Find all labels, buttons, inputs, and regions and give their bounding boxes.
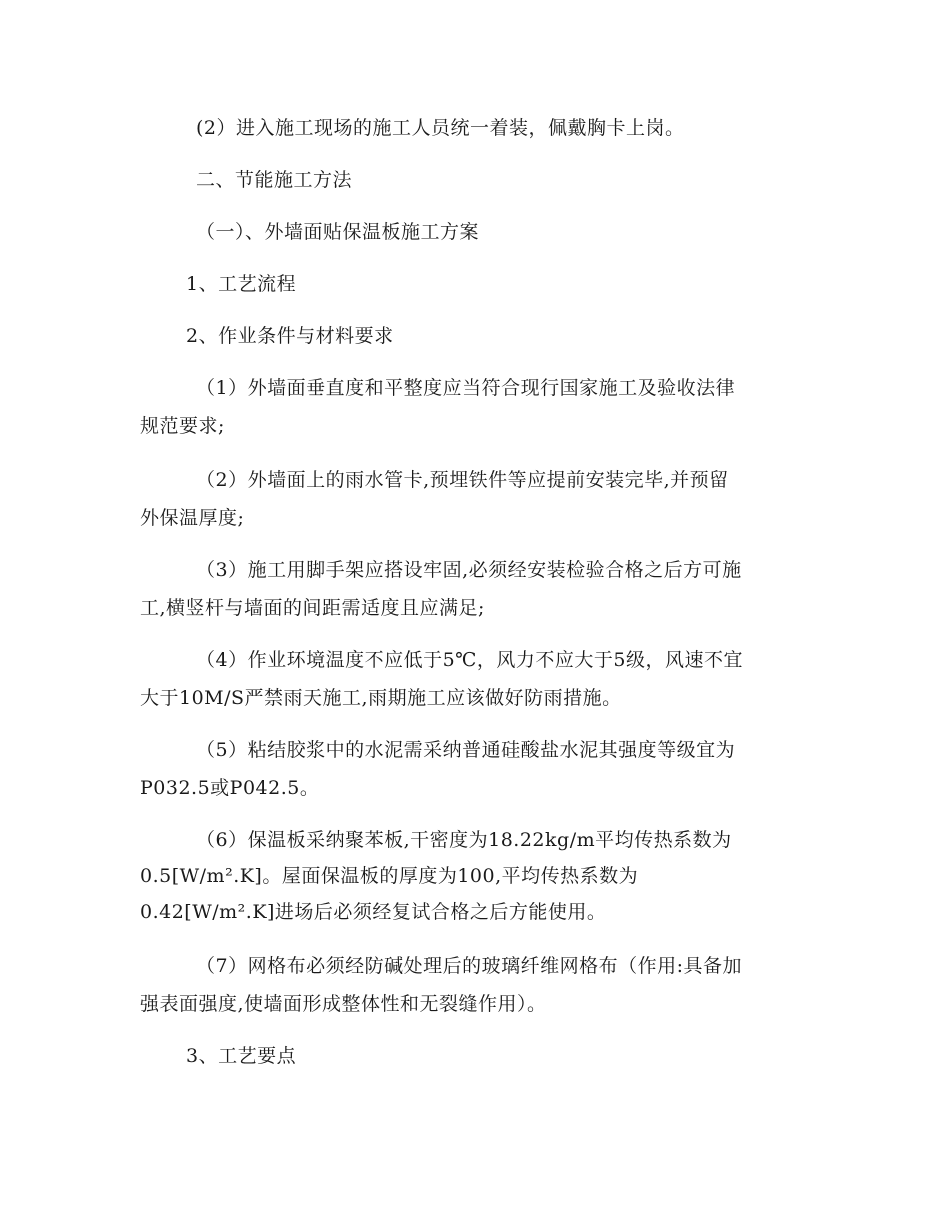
paragraph-line: （3）施工用脚手架应搭设牢固,必须经安装检验合格之后方可施 (196, 559, 742, 581)
item-heading: 1、工艺流程 (186, 273, 297, 295)
item-heading: 3、工艺要点 (186, 1045, 297, 1067)
paragraph-line: （7）网格布必须经防碱处理后的玻璃纤维网格布（作用:具备加 (196, 955, 742, 977)
paragraph-line: (2）进入施工现场的施工人员统一着装，佩戴胸卡上岗。 (196, 117, 685, 139)
paragraph-line: 外保温厚度; (140, 507, 245, 529)
paragraph-line: （2）外墙面上的雨水管卡,预埋铁件等应提前安装完毕,并预留 (196, 469, 729, 491)
paragraph-line: 0.5[W/m².K]。屋面保温板的厚度为100,平均传热系数为 (140, 865, 639, 887)
paragraph-line: 规范要求; (140, 415, 225, 437)
paragraph-line: （6）保温板采纳聚苯板,干密度为18.22kg/m平均传热系数为 (196, 829, 732, 851)
paragraph-line: （1）外墙面垂直度和平整度应当符合现行国家施工及验收法律 (196, 377, 736, 399)
paragraph-line: 0.42[W/m².K]进场后必须经复试合格之后方能使用。 (140, 901, 607, 923)
paragraph-line: P032.5或P042.5。 (140, 777, 320, 799)
paragraph-line: 工,横竖杆与墙面的间距需适度且应满足; (140, 597, 485, 619)
paragraph-line: 强表面强度,使墙面形成整体性和无裂缝作用）。 (140, 993, 547, 1015)
section-heading: 二、节能施工方法 (196, 169, 353, 191)
paragraph-line: 大于10M/S严禁雨天施工,雨期施工应该做好防雨措施。 (140, 687, 622, 709)
paragraph-line: （5）粘结胶浆中的水泥需采纳普通硅酸盐水泥其强度等级宜为 (196, 739, 736, 761)
paragraph-line: （4）作业环境温度不应低于5℃，风力不应大于5级，风速不宜 (196, 649, 744, 671)
subsection-heading: （一）、外墙面贴保温板施工方案 (196, 221, 480, 243)
item-heading: 2、作业条件与材料要求 (186, 325, 394, 347)
